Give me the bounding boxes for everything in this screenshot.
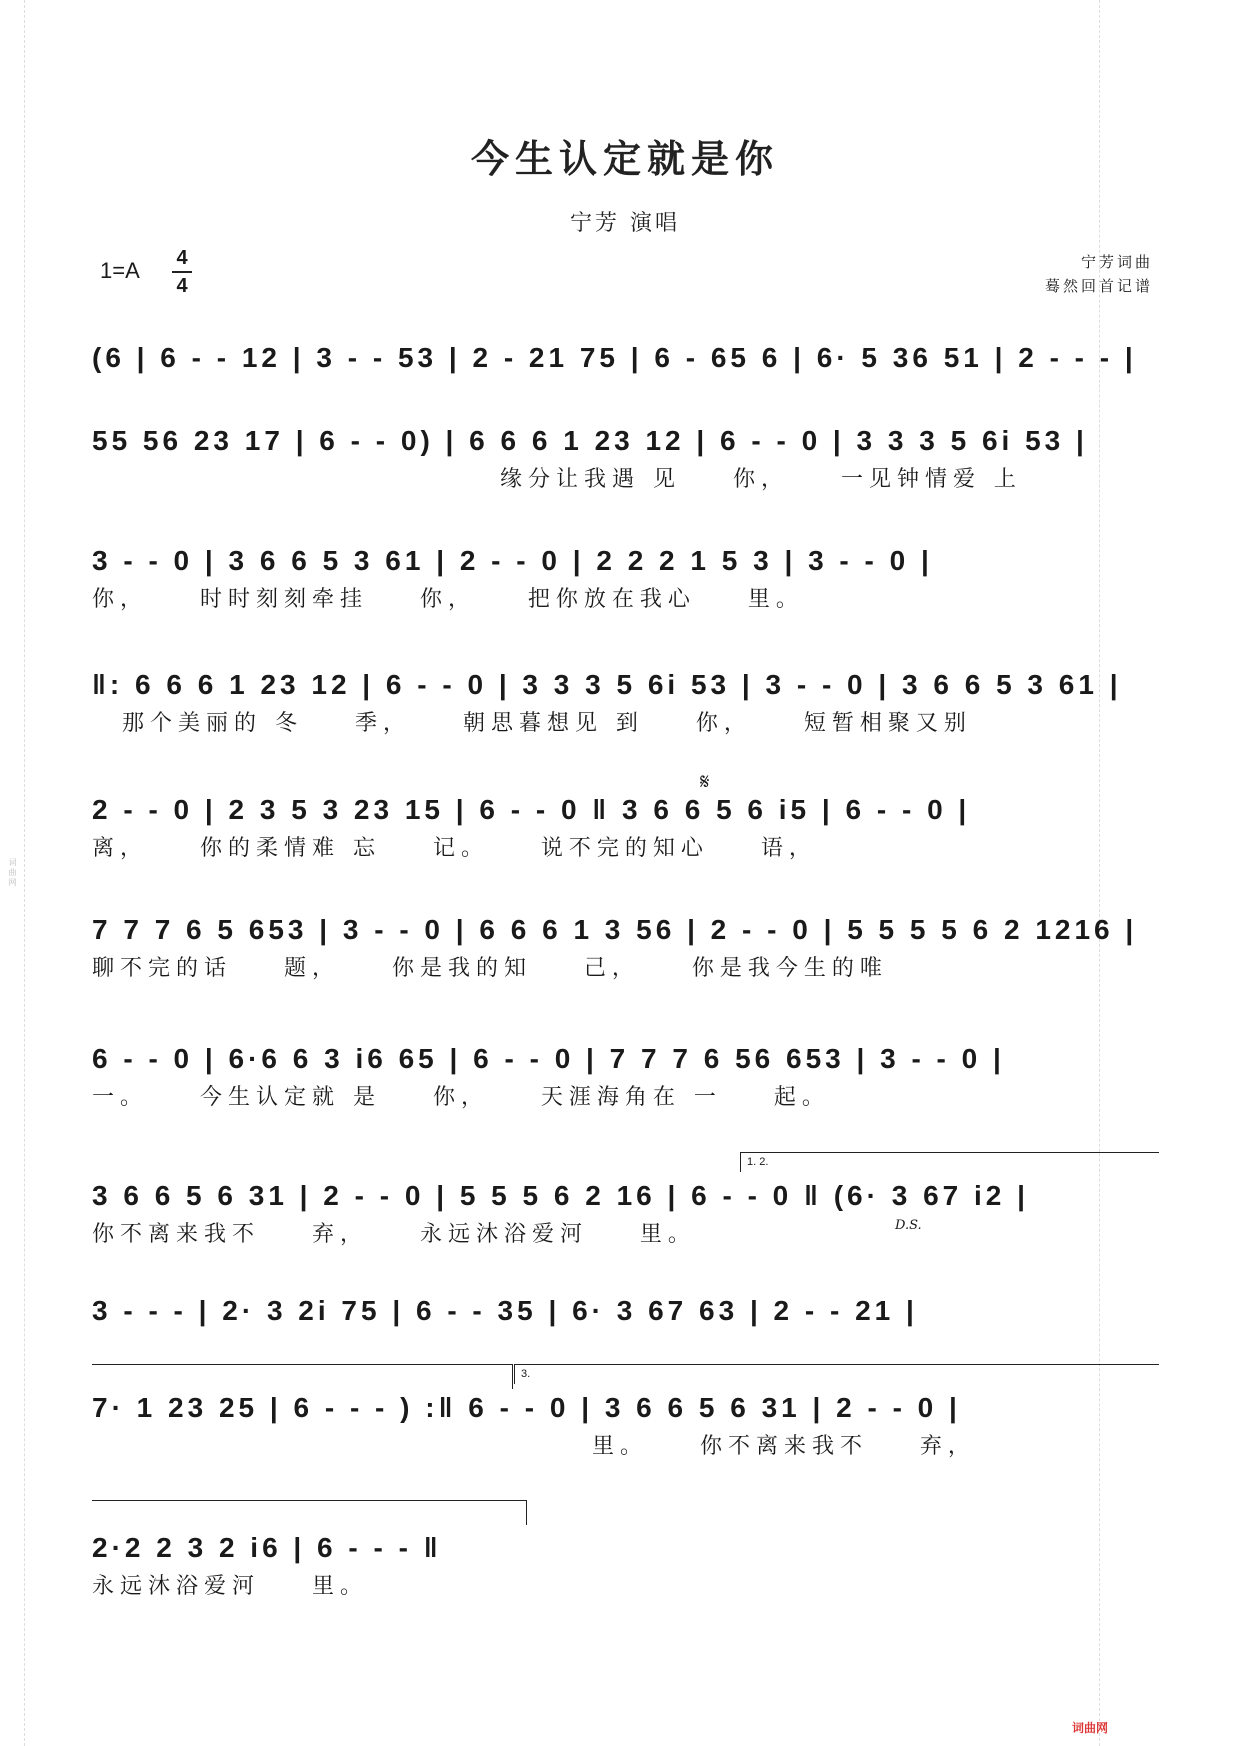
lyric-line: 你不离来我不 弃， 永远沐浴爱河 里。 — [92, 1222, 696, 1247]
lyric-line: 里。 你不离来我不 弃， — [540, 1434, 976, 1459]
lyric-line: 离， 你的柔情难 忘 记。 说不完的知心 语， — [92, 836, 817, 861]
volta-3: 3. — [514, 1364, 1159, 1384]
system-1 — [92, 340, 1152, 376]
time-signature-bar — [172, 271, 192, 273]
notation-line: 7 7 7 6 5 653 | 3 - - 0 | 6 6 6 1 3 56 | 2 - - 0 | 5 5 5 5 6 2 1216 | — [92, 914, 1138, 945]
notation-line: 6 - - 0 | 6·6 6 3 i6 65 | 6 - - 0 | 7 7 7 6 56 653 | 3 - - 0 | — [92, 1043, 1005, 1074]
system-2 — [92, 423, 1152, 495]
ds-mark: D.S. — [895, 1218, 922, 1233]
writer-credit: 宁芳词曲 — [1080, 253, 1153, 271]
system-7 — [92, 1041, 1152, 1113]
notation-line: 2·2 2 3 2 i6 | 6 - - - ‖ — [92, 1532, 442, 1563]
volta-3-continuation — [92, 1500, 527, 1525]
singer: 宁芳 演唱 — [570, 211, 680, 236]
notation-line: 7· 1 23 25 | 6 - - - ) :‖ 6 - - 0 | 3 6 6 5 6 31 | 2 - - 0 | — [92, 1392, 961, 1423]
notation-line: 3 - - - | 2· 3 2i 75 | 6 - - 35 | 6· 3 67 63 | 2 - - 21 | — [92, 1295, 918, 1326]
notation-line: (6 | 6 - - 12 | 3 - - 53 | 2 - 21 75 | 6 - 65 6 | 6· 5 36 51 | 2 - - - | — [92, 342, 1137, 373]
system-4 — [92, 667, 1152, 739]
notation-line: 2 - - 0 | 2 3 5 3 23 15 | 6 - - 0 ‖ 3 6 6 5 6 i5 | 6 - - 0 | — [92, 794, 971, 825]
volta-1-2: 1. 2. — [740, 1152, 1159, 1172]
page-edge-left — [24, 0, 25, 1746]
system-10 — [92, 1390, 1152, 1462]
lyric-line: 缘分让我遇 见 你， 一见钟情爱 上 — [500, 467, 1022, 492]
system-5 — [92, 792, 1152, 864]
segno-mark: 𝄋 — [700, 770, 710, 795]
notation-line: 3 6 6 5 6 31 | 2 - - 0 | 5 5 5 6 2 16 | 6 - - 0 ‖ (6· 3 67 i2 | — [92, 1180, 1029, 1211]
lyric-line: 你， 时时刻刻牵挂 你， 把你放在我心 里。 — [92, 587, 804, 612]
time-signature-bottom: 4 — [176, 275, 188, 297]
volta-1-2-continuation — [92, 1364, 513, 1389]
lyric-line: 那个美丽的 冬 季， 朝思暮想见 到 你， 短暂相聚又别 — [122, 711, 972, 736]
time-signature — [172, 246, 192, 298]
system-3 — [92, 543, 1152, 615]
system-8 — [92, 1178, 1152, 1250]
song-title: 今生认定就是你 — [470, 136, 779, 181]
notation-line: 3 - - 0 | 3 6 6 5 3 61 | 2 - - 0 | 2 2 2 1 5 3 | 3 - - 0 | — [92, 545, 933, 576]
site-logo: 词曲网 — [1071, 1721, 1108, 1735]
lyric-line: 聊不完的话 题， 你是我的知 己， 你是我今生的唯 — [92, 956, 888, 981]
lyric-line: 一。 今生认定就 是 你， 天涯海角在 一 起。 — [92, 1085, 830, 1110]
transcriber-credit: 蓦然回首记谱 — [1044, 277, 1153, 295]
key-signature: 1=A — [100, 258, 140, 283]
notation-line: 55 56 23 17 | 6 - - 0) | 6 6 6 1 23 12 | 6 - - 0 | 3 3 3 5 6i 53 | — [92, 425, 1088, 456]
watermark-left: 词曲网 — [8, 858, 17, 888]
credits — [1045, 250, 1153, 298]
notation-line: ‖: 6 6 6 1 23 12 | 6 - - 0 | 3 3 3 5 6i 53 | 3 - - 0 | 3 6 6 5 3 61 | — [92, 669, 1122, 700]
system-9 — [92, 1293, 1152, 1329]
time-signature-top: 4 — [176, 247, 188, 269]
system-11 — [92, 1530, 1152, 1602]
lyric-line: 永远沐浴爱河 里。 — [92, 1574, 368, 1599]
system-6 — [92, 912, 1152, 984]
